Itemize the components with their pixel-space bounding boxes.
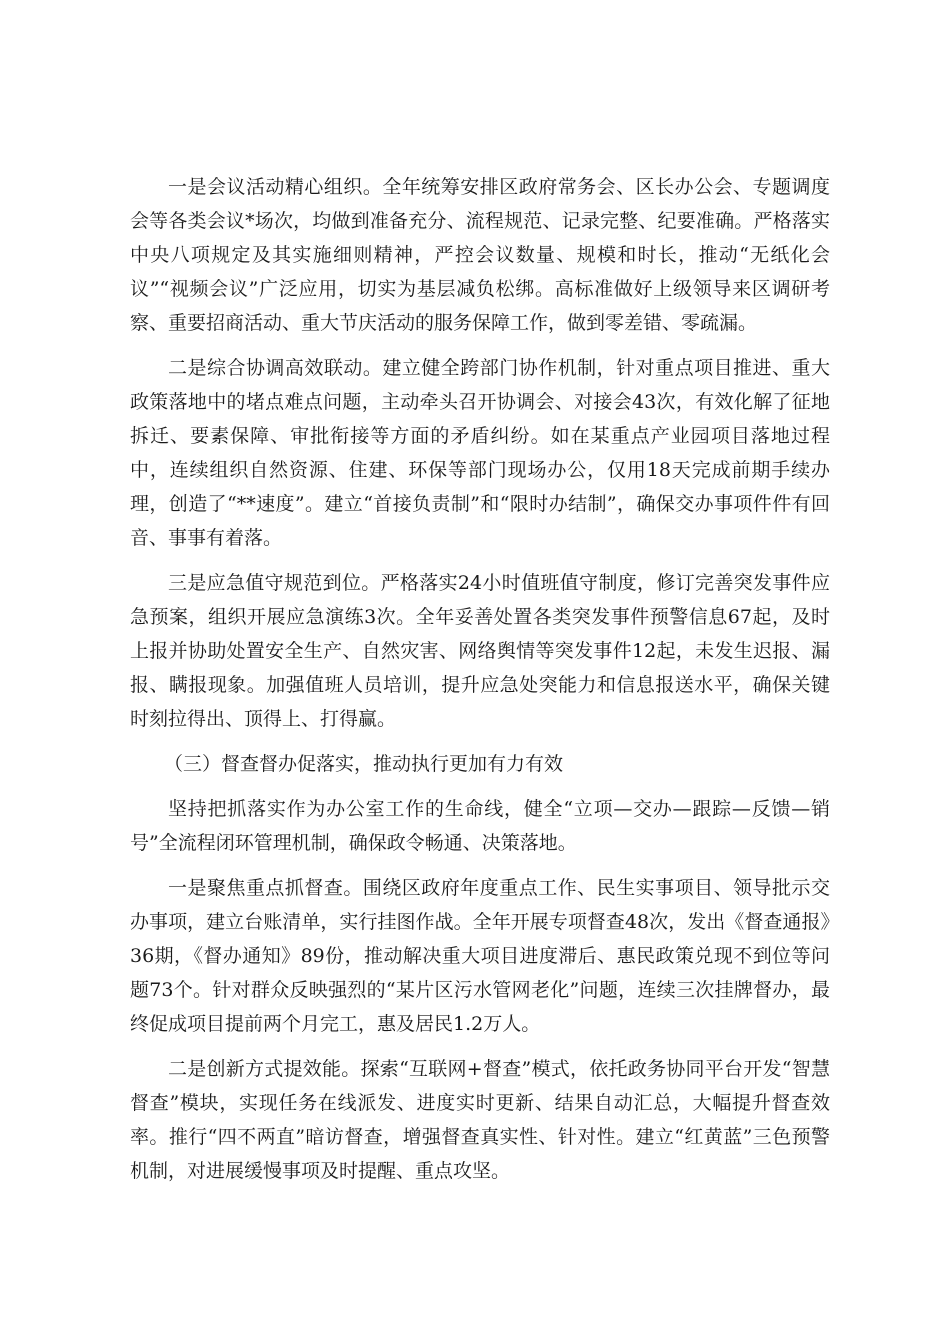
document-body (130, 170, 830, 1199)
paragraph-emergency-duty: 三是应急值守规范到位。严格落实24小时值班值守制度，修订完善突发事件应急预案，组织开展应急演练3次。全年妥善处置各类突发事件预警信息67起，及时上报并协助处置安全生产、自然灾害、网络舆情等突发事件12起，未发生迟报、漏报、瞒报现象。加强值班人员培训，提升应急处突能力和信息报送水平，确保关键时刻拉得出、顶得上、打得赢。 (130, 572, 830, 730)
paragraph-coordination: 二是综合协调高效联动。建立健全跨部门协作机制，针对重点项目推进、重大政策落地中的堵点难点问题，主动牵头召开协调会、对接会43次，有效化解了征地拆迁、要素保障、审批衔接等方面的矛盾纠纷。如在某重点产业园项目落地过程中，连续组织自然资源、住建、环保等部门现场办公，仅用18天完成前期手续办理，创造了“**速度”。建立“首接负责制”和“限时办结制”，确保交办事项件件有回音、事事有着落。 (130, 357, 830, 549)
section-heading-supervision: （三）督查督办促落实，推动执行更加有力有效 (164, 753, 564, 775)
paragraph-supervision-intro: 坚持把抓落实作为办公室工作的生命线，健全“立项—交办—跟踪—反馈—销号”全流程闭环管理机制，确保政令畅通、决策落地。 (130, 798, 830, 854)
paragraph-innovation: 二是创新方式提效能。探索“互联网+督查”模式，依托政务协同平台开发“智慧督查”模块，实现任务在线派发、进度实时更新、结果自动汇总，大幅提升督查效率。推行“四不两直”暗访督查，增强督查真实性、针对性。建立“红黄蓝”三色预警机制，对进展缓慢事项及时提醒、重点攻坚。 (130, 1058, 830, 1182)
paragraph-meeting-organization: 一是会议活动精心组织。全年统筹安排区政府常务会、区长办公会、专题调度会等各类会议*场次，均做到准备充分、流程规范、记录完整、纪要准确。严格落实中央八项规定及其实施细则精神，严控会议数量、规模和时长，推动“无纸化会议”“视频会议”广泛应用，切实为基层减负松绑。高标准做好上级领导来区调研考察、重要招商活动、重大节庆活动的服务保障工作，做到零差错、零疏漏。 (130, 176, 830, 334)
paragraph-focused-supervision: 一是聚焦重点抓督查。围绕区政府年度重点工作、民生实事项目、领导批示交办事项，建立台账清单，实行挂图作战。全年开展专项督查48次，发出《督查通报》36期，《督办通知》89份，推动解决重大项目进度滞后、惠民政策兑现不到位等问题73个。针对群众反映强烈的“某片区污水管网老化”问题，连续三次挂牌督办，最终促成项目提前两个月完工，惠及居民1.2万人。 (130, 877, 830, 1035)
